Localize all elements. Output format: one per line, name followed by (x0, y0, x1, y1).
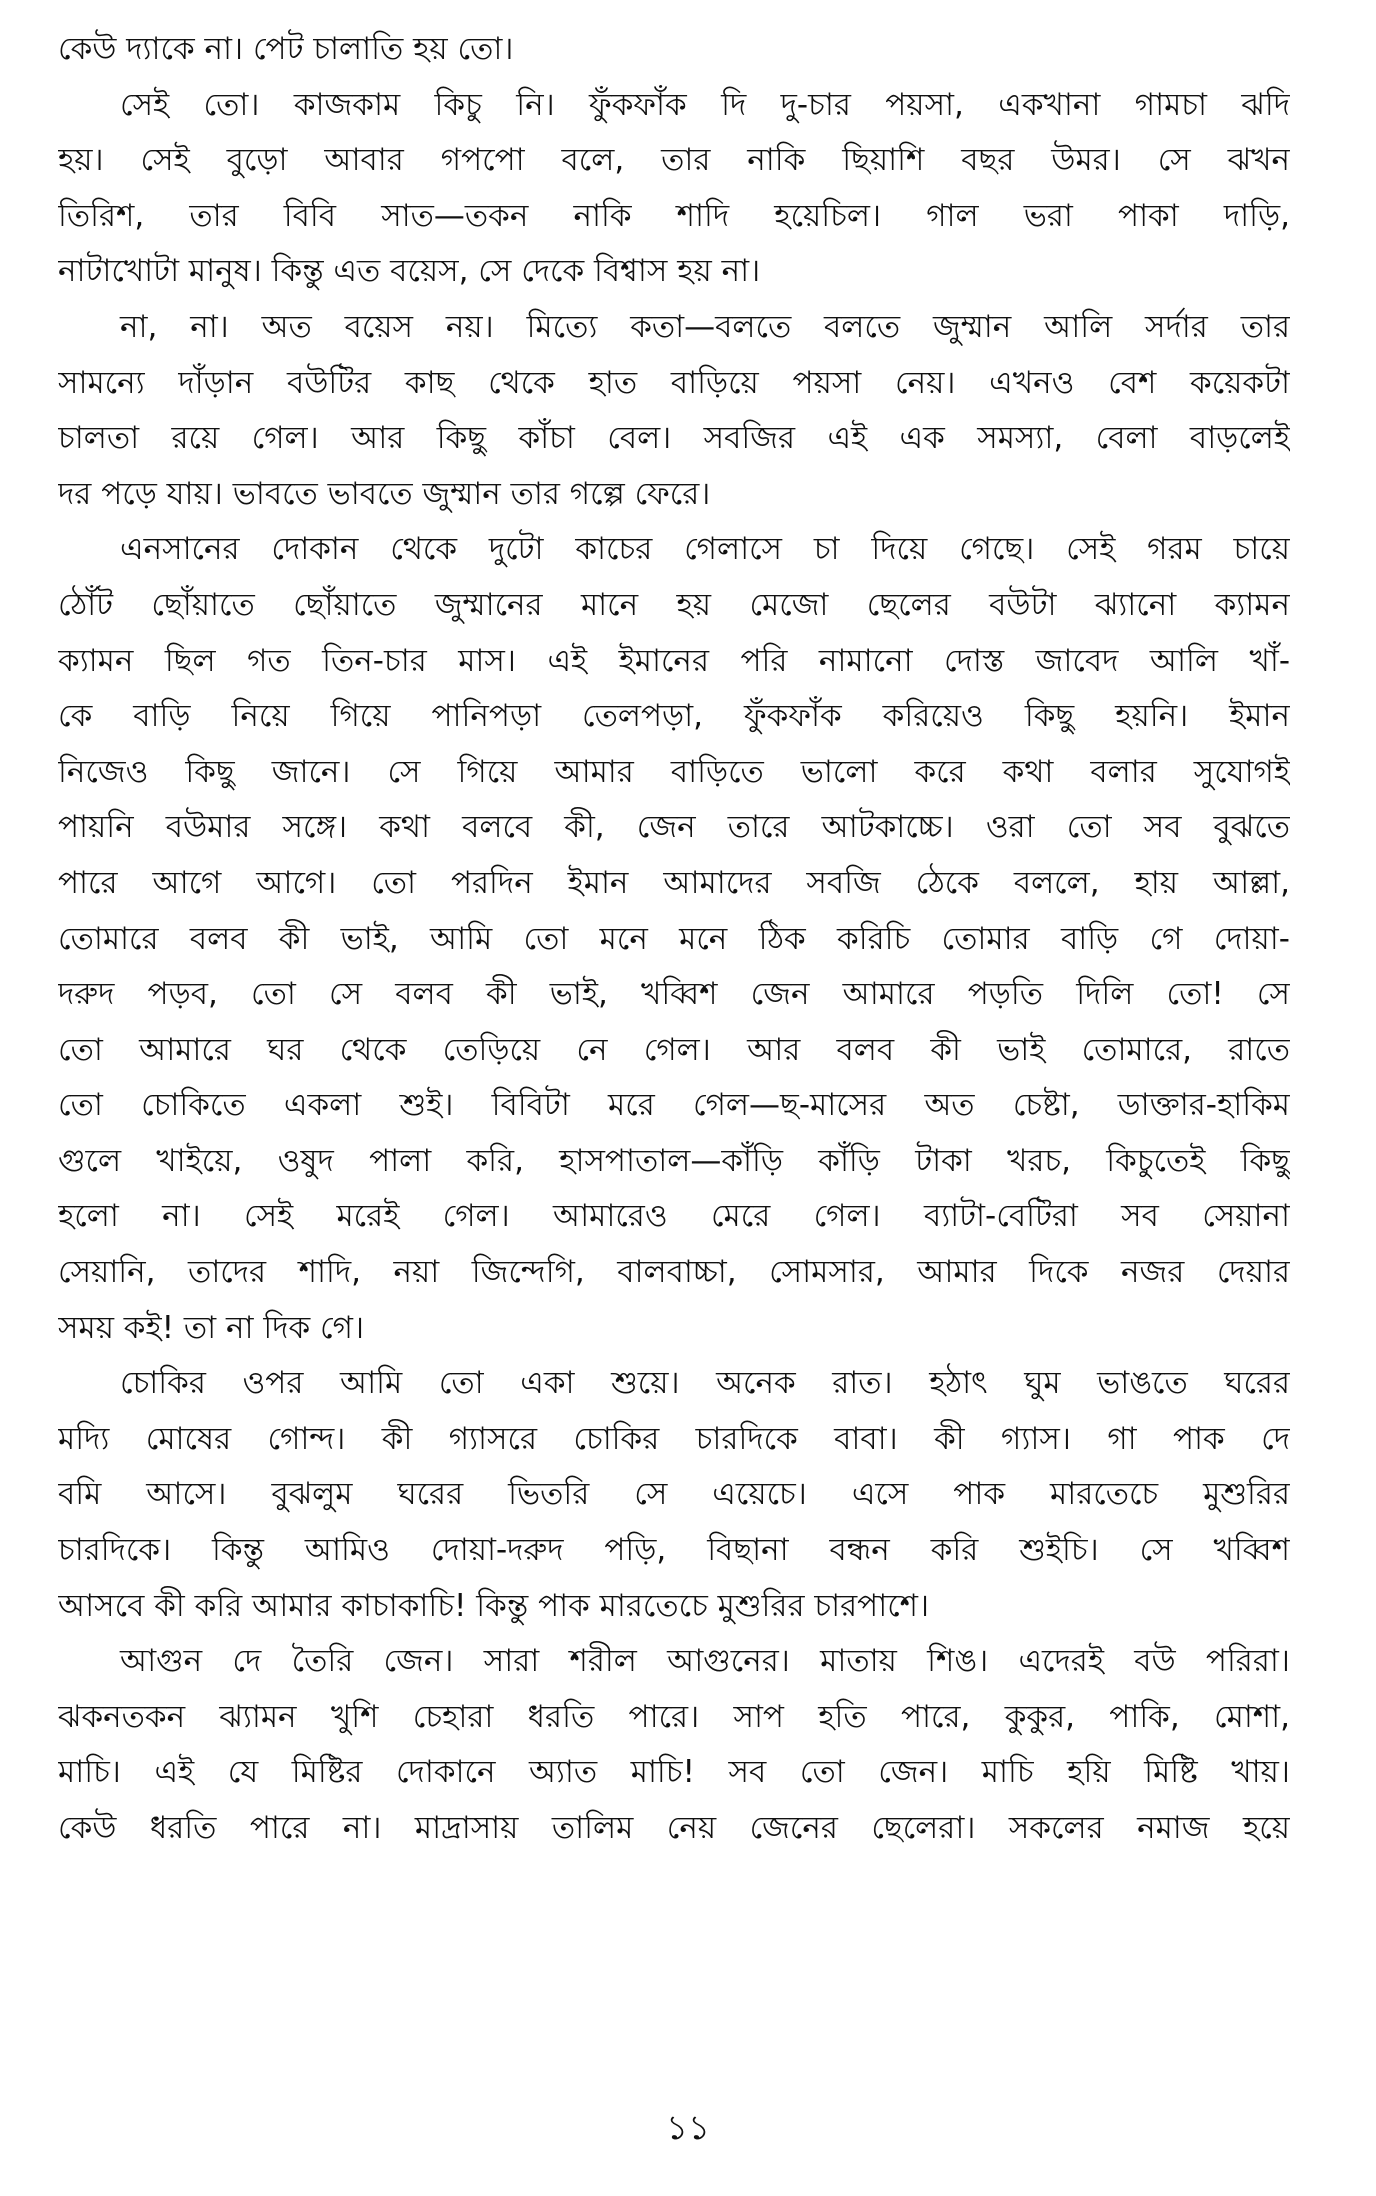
text-line: তিরিশ, তার বিবি সাত—তকন নাকি শাদি হয়েচিল। গাল ভরা পাকা দাড়ি, (58, 197, 1290, 234)
text-line: নাটাখোটা মানুষ। কিন্তু এত বয়েস, সে দেকে বিশ্বাস হয় না। (58, 253, 761, 290)
text-line: বমি আসে। বুঝলুম ঘরের ভিতরি সে এয়েচে। এসে পাক মারতেচে মুশুরির (58, 1476, 1290, 1513)
text-line: আসবে কী করি আমার কাচাকাচি! কিন্তু পাক মারতেচে মুশুরির চারপাশে। (58, 1587, 930, 1624)
text-line: তো চোকিতে একলা শুই। বিবিটা মরে গেল—ছ-মাসের অত চেষ্টা, ডাক্তার-হাকিম (58, 1087, 1290, 1124)
text-line: কেউ ধরতি পারে না। মাদ্রাসায় তালিম নেয় জেনের ছেলেরা। সকলের নমাজ হয়ে (58, 1810, 1290, 1846)
text-line: পারে আগে আগে। তো পরদিন ইমান আমাদের সবজি ঠেকে বললে, হায় আল্লা, (58, 864, 1290, 901)
text-line: না, না। অত বয়েস নয়। মিত্যে কতা—বলতে বলতে জুম্মান আলি সর্দার তার (120, 308, 1290, 345)
text-line: মাচি। এই যে মিষ্টির দোকানে অ্যাত মাচি! সব তো জেন। মাচি হয়ি মিষ্টি খায়। (58, 1754, 1290, 1791)
text-line: সামন্যে দাঁড়ান বউটির কাছ থেকে হাত বাড়িয়ে পয়সা নেয়। এখনও বেশ কয়েকটা (58, 364, 1290, 401)
text-line: আগুন দে তৈরি জেন। সারা শরীল আগুনের। মাতায় শিঙ। এদেরই বউ পরিরা। (120, 1643, 1290, 1680)
text-line: ক্যামন ছিল গত তিন-চার মাস। এই ইমানের পরি নামানো দোস্ত জাবেদ আলি খাঁ- (58, 642, 1290, 679)
text-line: হলো না। সেই মরেই গেল। আমারেও মেরে গেল। ব্যাটা-বেটিরা সব সেয়ানা (58, 1198, 1290, 1235)
text-line: চারদিকে। কিন্তু আমিও দোয়া-দরুদ পড়ি, বিছানা বন্ধন করি শুইচি। সে খব্বিশ (58, 1532, 1290, 1569)
text-line: ঝকনতকন ঝ্যামন খুশি চেহারা ধরতি পারে। সাপ হতি পারে, কুকুর, পাকি, মোশা, (58, 1698, 1290, 1735)
page-body (58, 22, 1290, 2082)
text-line: দরুদ পড়ব, তো সে বলব কী ভাই, খব্বিশ জেন আমারে পড়তি দিলি তো! সে (58, 976, 1290, 1013)
text-line: দর পড়ে যায়। ভাবতে ভাবতে জুম্মান তার গল্পে ফেরে। (58, 475, 711, 512)
text-line: সেই তো। কাজকাম কিচু নি। ফুঁকফাঁক দি দু-চার পয়সা, একখানা গামচা ঝদি (120, 86, 1290, 123)
page-number: ১১ (665, 2108, 711, 2148)
text-line: চালতা রয়ে গেল। আর কিছু কাঁচা বেল। সবজির এই এক সমস্যা, বেলা বাড়লেই (58, 420, 1290, 457)
text-line: সেয়ানি, তাদের শাদি, নয়া জিন্দেগি, বালবাচ্চা, সোমসার, আমার দিকে নজর দেয়ার (58, 1254, 1290, 1291)
text-line: নিজেও কিছু জানে। সে গিয়ে আমার বাড়িতে ভালো করে কথা বলার সুযোগই (58, 753, 1290, 790)
text-line: কে বাড়ি নিয়ে গিয়ে পানিপড়া তেলপড়া, ফুঁকফাঁক করিয়েও কিছু হয়নি। ইমান (58, 698, 1290, 735)
text-line: তোমারে বলব কী ভাই, আমি তো মনে মনে ঠিক করিচি তোমার বাড়ি গে দোয়া- (58, 920, 1290, 957)
text-line: গুলে খাইয়ে, ওষুদ পালা করি, হাসপাতাল—কাঁড়ি কাঁড়ি টাকা খরচ, কিচুতেই কিছু (58, 1142, 1290, 1179)
text-line: চোকির ওপর আমি তো একা শুয়ে। অনেক রাত। হঠাৎ ঘুম ভাঙতে ঘরের (120, 1365, 1290, 1402)
text-line: ঠোঁট ছোঁয়াতে ছোঁয়াতে জুম্মানের মানে হয় মেজো ছেলের বউটা ঝ্যানো ক্যামন (58, 586, 1290, 623)
text-line: পায়নি বউমার সঙ্গে। কথা বলবে কী, জেন তারে আটকাচ্চে। ওরা তো সব বুঝতে (58, 809, 1290, 846)
text-line: এনসানের দোকান থেকে দুটো কাচের গেলাসে চা দিয়ে গেছে। সেই গরম চায়ে (120, 531, 1290, 568)
text-line: তো আমারে ঘর থেকে তেড়িয়ে নে গেল। আর বলব কী ভাই তোমারে, রাতে (58, 1031, 1290, 1068)
text-line: হয়। সেই বুড়ো আবার গপপো বলে, তার নাকি ছিয়াশি বছর উমর। সে ঝখন (58, 142, 1290, 179)
text-line: কেউ দ্যাকে না। পেট চালাতি হয় তো। (58, 31, 514, 67)
text-line: সময় কই! তা না দিক গে। (58, 1309, 365, 1346)
text-line: মদ্যি মোষের গোন্দ। কী গ্যাসরে চোকির চারদিকে বাবা। কী গ্যাস। গা পাক দে (58, 1420, 1290, 1457)
